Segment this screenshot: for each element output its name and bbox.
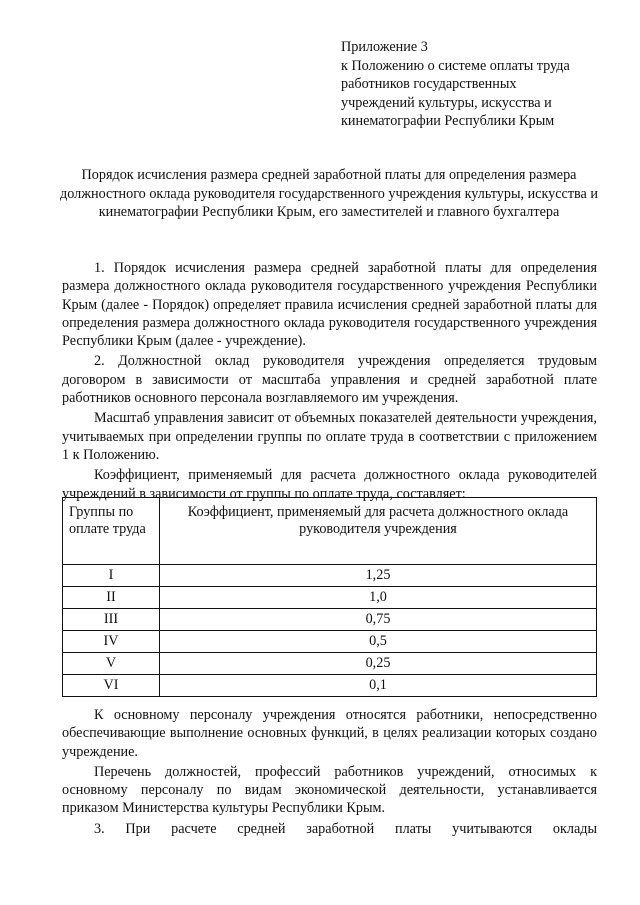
paragraph-3: 3. При расчете средней заработной платы учитываются оклады xyxy=(94,820,597,837)
annex-line: работников государственных xyxy=(341,76,517,92)
coefficient-cell: 0,1 xyxy=(160,675,597,697)
paragraph-main-staff: К основному персоналу учреждения относятся работники, непосредственно обеспечивающие выполнение основных функций, в целях реализации которых создано учреждение. xyxy=(62,707,597,760)
annex-reference xyxy=(341,38,631,131)
coefficient-cell: 1,25 xyxy=(160,565,597,587)
coefficient-cell: 1,0 xyxy=(160,587,597,609)
body-section-bottom xyxy=(62,706,597,838)
paragraph-2: 2. Должностной оклад руководителя учреждения определяется трудовым договором в зависимости от масштаба управления и средней заработной плате работников основного персонала возглавляемого им учреждения. xyxy=(62,353,597,407)
paragraph-scale: Масштаб управления зависит от объемных показателей деятельности учреждения, учитываемых при определении группы по оплате труда в соответствии с приложением 1 к Положению. xyxy=(62,410,597,463)
group-cell: III xyxy=(63,609,160,631)
annex-line: учреждений культуры, искусства и xyxy=(341,94,552,111)
table-row xyxy=(63,653,597,675)
table-row xyxy=(63,609,597,631)
paragraph-1: 1. Порядок исчисления размера средней заработной платы для определения размера должностного оклада руководителя государственного учреждения Республики Крым (далее - Порядок) определяет правила исчисления средней заработной платы для определения размера должностного оклада руководителя государственного учреждения Республики Крым (далее - учреждение). xyxy=(62,260,597,350)
header-group: Группы по оплате труда xyxy=(63,498,160,565)
table-row xyxy=(63,587,597,609)
annex-line: Приложение 3 xyxy=(341,39,428,55)
header-coefficient: Коэффициент, применяемый для расчета должностного оклада руководителя учреждения xyxy=(160,498,597,565)
coefficient-cell: 0,25 xyxy=(160,653,597,675)
group-cell: I xyxy=(63,565,160,587)
paragraph-coefficient: Коэффициент, применяемый для расчета должностного оклада руководителей учреждений в зависимости от группы по оплате труда, составляет: xyxy=(62,467,597,502)
body-section-top xyxy=(62,259,597,503)
group-cell: II xyxy=(63,587,160,609)
group-cell: VI xyxy=(63,675,160,697)
table-row xyxy=(63,675,597,697)
group-cell: V xyxy=(63,653,160,675)
table-row xyxy=(63,631,597,653)
annex-line: кинематографии Республики Крым xyxy=(341,113,555,129)
table-row xyxy=(63,565,597,587)
annex-line: к Положению о системе оплаты труда xyxy=(341,57,570,74)
coefficient-cell: 0,5 xyxy=(160,631,597,653)
coefficient-table xyxy=(62,497,597,697)
paragraph-positions-list: Перечень должностей, профессий работников учреждений, относимых к основному персоналу по видам экономической деятельности, устанавливается приказом Министерства культуры Республики Крым. xyxy=(62,763,597,817)
group-cell: IV xyxy=(63,631,160,653)
table-header-row xyxy=(63,498,597,565)
document-title: Порядок исчисления размера средней заработной платы для определения размера должностного оклада руководителя государственного учреждения культуры, искусства и кинематографии Республики Крым, его заместителей и главного бухгалтера xyxy=(59,167,598,220)
coefficient-cell: 0,75 xyxy=(160,609,597,631)
